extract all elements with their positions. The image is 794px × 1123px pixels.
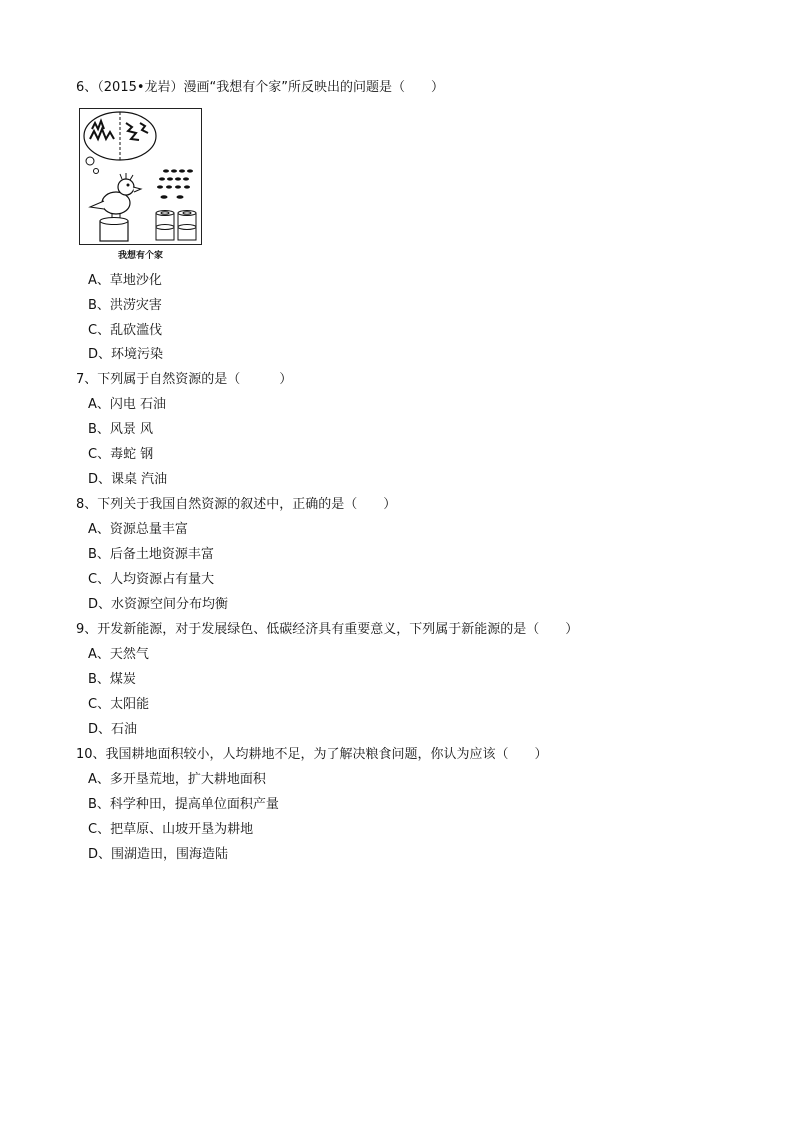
q6-option-a: A、草地沙化 bbox=[88, 273, 162, 288]
q7-option-d: D、课桌 汽油 bbox=[88, 472, 168, 487]
question-7-stem: 7、下列属于自然资源的是（ ） bbox=[76, 372, 293, 387]
question-10-stem: 10、我国耕地面积较小，人均耕地不足，为了解决粮食问题，你认为应该（ ） bbox=[76, 747, 548, 762]
q8-option-d: D、水资源空间分布均衡 bbox=[88, 597, 229, 612]
q7-option-b: B、风景 风 bbox=[88, 422, 154, 437]
q9-option-b: B、煤炭 bbox=[88, 672, 136, 687]
q8-option-b: B、后备土地资源丰富 bbox=[88, 547, 214, 562]
q6-option-c: C、乱砍滥伐 bbox=[88, 323, 163, 338]
cartoon-figure bbox=[79, 108, 202, 245]
q9-option-a: A、天然气 bbox=[88, 647, 149, 662]
q10-option-d: D、围湖造田，围海造陆 bbox=[88, 847, 229, 862]
q9-option-c: C、太阳能 bbox=[88, 697, 150, 712]
cartoon-illustration bbox=[80, 109, 201, 244]
question-8-stem: 8、下列关于我国自然资源的叙述中，正确的是（ ） bbox=[76, 497, 397, 512]
q10-option-b: B、科学种田，提高单位面积产量 bbox=[88, 797, 279, 812]
question-9-stem: 9、开发新能源，对于发展绿色、低碳经济具有重要意义，下列属于新能源的是（ ） bbox=[76, 622, 579, 637]
q7-option-a: A、闪电 石油 bbox=[88, 397, 167, 412]
q10-option-a: A、多开垦荒地，扩大耕地面积 bbox=[88, 772, 266, 787]
q8-option-a: A、资源总量丰富 bbox=[88, 522, 188, 537]
q9-option-d: D、石油 bbox=[88, 722, 138, 737]
q6-option-d: D、环境污染 bbox=[88, 347, 164, 362]
q8-option-c: C、人均资源占有量大 bbox=[88, 572, 215, 587]
q6-option-b: B、洪涝灾害 bbox=[88, 298, 162, 313]
q10-option-c: C、把草原、山坡开垦为耕地 bbox=[88, 822, 254, 837]
q7-option-c: C、毒蛇 钢 bbox=[88, 447, 154, 462]
figure-caption: 我想有个家 bbox=[117, 251, 163, 261]
question-6-stem: 6、（2015•龙岩）漫画“我想有个家”所反映出的问题是（ ） bbox=[76, 80, 444, 95]
